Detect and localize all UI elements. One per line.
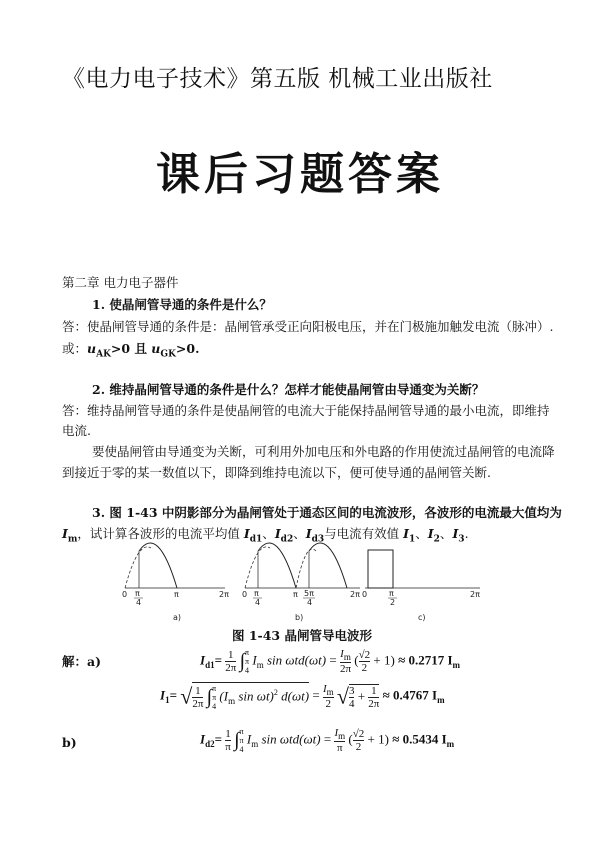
- tick-zero-a: 0: [122, 590, 128, 599]
- u-gk-symbol: u: [151, 341, 161, 356]
- frac-num-im: I: [340, 648, 344, 660]
- eq-sign: =: [214, 652, 222, 668]
- i2-sub: 2: [433, 534, 440, 545]
- eq-lhs-sub: d1: [205, 660, 215, 671]
- i3-sub: 3: [458, 534, 465, 545]
- frac-1-2pi-b: [368, 685, 379, 710]
- frac-num: 1: [368, 685, 379, 698]
- frac-1-2pi: [225, 649, 236, 674]
- q2-paragraph-line1: 要使晶闸管由导通变为关断，可利用外加电压和外电路的作用使流过晶闸管的电流降: [92, 444, 555, 459]
- equation-id2: [200, 727, 454, 754]
- frac-den: π: [225, 741, 231, 754]
- id3-symbol: I: [305, 526, 312, 541]
- tick-pi4-num-b: π: [254, 589, 259, 598]
- sqrt-body-2: [349, 684, 379, 710]
- equation-id1: [200, 648, 460, 675]
- plus-one: + 1): [373, 652, 395, 668]
- sep: 、: [439, 526, 453, 541]
- rect-wave-c: [368, 550, 393, 588]
- tick-pi2-num-c: π: [389, 589, 394, 598]
- q3-line1: 3. 图 1-43 中阴影部分为晶闸管处于通态区间的电流波形，各波形的电流最大值均为: [92, 505, 562, 520]
- sep: 、: [415, 526, 428, 541]
- sqrt-body: [192, 682, 309, 711]
- id2-symbol: I: [274, 526, 281, 541]
- sin-sq-tail: sin ωt): [235, 688, 274, 704]
- frac-num-im: I: [334, 727, 339, 739]
- id1-sub: d1: [249, 534, 263, 545]
- lparen: (: [354, 652, 359, 668]
- eq-lhs: I: [160, 687, 166, 703]
- tick-2pi-a: 2π: [219, 590, 229, 599]
- tick-pi4-den-a: 4: [136, 598, 142, 607]
- sin-term: sin ωtd(ωt): [258, 731, 321, 747]
- sin-sq-open: (I: [219, 688, 229, 704]
- id3-sub: d3: [311, 534, 325, 545]
- plus-one: + 1): [367, 731, 389, 747]
- waveform-panel-c: [362, 550, 480, 622]
- frac-den: π: [337, 742, 343, 755]
- equation-i1: [160, 682, 445, 711]
- i1-sub: 1: [409, 534, 416, 545]
- q2-question: 2. 维持晶闸管导通的条件是什么？怎样才能使晶闸管由导通变为关断？: [92, 382, 485, 397]
- frac-1-pi: [225, 728, 231, 753]
- dashed-wave-b: [245, 547, 270, 588]
- frac-den: 2π: [339, 663, 352, 676]
- integral-limits: [212, 684, 216, 711]
- dashed-wave-b2: [296, 549, 316, 588]
- plus-sign: +: [357, 687, 366, 703]
- q1-answer-line1: [62, 317, 554, 337]
- frac-1-2pi: [192, 685, 203, 710]
- q2-paragraph-line2: 到接近于零的某一数值以下，即降到维持电流以下，便可使导通的晶闸管关断.: [62, 465, 491, 480]
- frac-num-im: I: [322, 682, 327, 695]
- tick-pi-a: π: [174, 590, 179, 599]
- frac-im-pi: [334, 727, 345, 754]
- eq-result-sub: m: [452, 660, 461, 671]
- eq-lhs-sub: 1: [165, 695, 170, 706]
- dashed-wave-a: [125, 547, 151, 588]
- int-body-sub: m: [256, 660, 264, 671]
- solid-wave-b1: [258, 543, 296, 588]
- panel-label-c: c): [418, 613, 426, 622]
- panel-label-a: a): [173, 613, 182, 622]
- frac-num: 3: [348, 684, 355, 697]
- eq-lhs: I: [200, 731, 206, 747]
- q1-answer-text1: 使晶闸管导通的条件是：晶闸管承受正向阳极电压，并在门极施加触发电流（脉冲）.: [87, 319, 554, 334]
- frac-den: 2: [325, 698, 332, 711]
- int-body: I: [252, 652, 257, 668]
- im-symbol: I: [62, 526, 68, 541]
- frac-sqrt2-2: [359, 649, 371, 674]
- figure-caption: 图 1-43 晶闸管导电波形: [232, 628, 372, 643]
- sep: 、: [293, 526, 306, 541]
- frac-num: 1: [192, 685, 203, 698]
- dwt: d(ωt): [277, 688, 310, 704]
- tick-zero-c: 0: [362, 590, 368, 599]
- sqrt-sign: √: [336, 683, 349, 709]
- limit-lower-den: 4: [239, 745, 244, 755]
- eq-sign: =: [323, 731, 332, 747]
- panel-label-b: b): [295, 613, 304, 622]
- eq-sign: =: [312, 687, 320, 703]
- i2-symbol: I: [427, 526, 434, 541]
- tick-zero-b: 0: [242, 590, 248, 599]
- frac-den: 2: [355, 741, 362, 754]
- period: .: [464, 526, 469, 541]
- frac-num-im-sub: m: [343, 652, 351, 663]
- q1-answer-or: 或：: [62, 341, 88, 356]
- id2-sub: d2: [280, 534, 294, 545]
- limit-lower-num: π: [239, 736, 244, 746]
- book-title: 《电力电子技术》第五版 机械工业出版社: [62, 66, 493, 92]
- eq-result: ≈ 0.4767 I: [382, 687, 438, 703]
- eq-sign: =: [169, 687, 177, 703]
- tick-pi4-den-b: 4: [255, 598, 261, 607]
- tick-2pi-b: 2π: [350, 590, 360, 599]
- frac-im-2pi: [340, 648, 351, 675]
- solid-wave-a: [139, 543, 177, 588]
- limit-lower-num: π: [212, 693, 217, 702]
- waveform-panel-a: [122, 543, 229, 622]
- integral-limits: [240, 727, 244, 754]
- integral-sign: ∫: [234, 729, 240, 752]
- q2-answer-line2: 电流.: [62, 423, 91, 438]
- u-gk-sub: GK: [160, 349, 176, 360]
- sin-term: sin ωtd(ωt): [263, 652, 327, 668]
- int-body: I: [246, 731, 252, 747]
- q1-question: 1. 使晶闸管导通的条件是什么？: [92, 297, 272, 312]
- eq-result: ≈ 0.2717 I: [398, 652, 453, 668]
- eq-sign: =: [214, 731, 222, 747]
- frac-den: 4: [348, 697, 355, 710]
- waveform-panel-b: [242, 543, 360, 622]
- eq-result-sub: m: [446, 739, 455, 750]
- q1-gt0-and: >0 且: [110, 341, 152, 356]
- lparen: (: [348, 731, 353, 747]
- solution-label-a: 解：a): [62, 654, 102, 669]
- limit-upper: π: [245, 648, 250, 658]
- frac-num: √2: [358, 649, 371, 662]
- tick-pi-b: π: [293, 590, 298, 599]
- limit-upper: π: [212, 684, 217, 693]
- chapter-title: 第二章 电力电子器件: [62, 275, 179, 290]
- sin-sq-sub: m: [228, 696, 236, 707]
- main-title: 课后习题答案: [156, 149, 444, 200]
- square-exp: 2: [273, 688, 278, 698]
- eq-lhs: I: [200, 652, 206, 668]
- tick-pi4-num-a: π: [135, 589, 140, 598]
- frac-num-im-sub: m: [326, 687, 334, 698]
- frac-num: √2: [352, 728, 365, 741]
- frac-num: 1: [225, 728, 231, 741]
- i1-symbol: I: [403, 526, 410, 541]
- frac-den: 2π: [192, 698, 204, 710]
- limit-lower-den: 4: [245, 666, 250, 676]
- q1-gt0-end: >0.: [175, 341, 200, 356]
- sqrt-sign: √: [180, 683, 193, 709]
- integral-sign: ∫: [206, 686, 213, 708]
- waveform-figure: [100, 540, 500, 625]
- frac-num: 1: [225, 649, 236, 662]
- frac-num-im-sub: m: [338, 731, 346, 742]
- u-ak-sub: AK: [96, 349, 111, 360]
- q3-line2-text: ，试计算各波形的电流平均值: [77, 526, 244, 541]
- frac-sqrt2-2: [353, 728, 365, 753]
- limit-lower-num: π: [245, 657, 250, 667]
- q1-answer-line2: [62, 339, 199, 365]
- tick-5pi4-num-b: 5π: [304, 589, 314, 598]
- frac-den: 2: [361, 662, 368, 675]
- eq-sign: =: [329, 652, 337, 668]
- q2-answer-text1: 维持晶闸管导通的条件是使晶闸管的电流大于能保持晶闸管导通的最小电流，即维持: [87, 403, 550, 418]
- id1-symbol: I: [243, 526, 250, 541]
- frac-3-4: [349, 685, 355, 710]
- u-ak-symbol: u: [87, 341, 97, 356]
- frac-den: 2π: [225, 662, 237, 675]
- im-sub: m: [67, 534, 78, 545]
- limit-lower-den: 4: [212, 702, 217, 711]
- tick-pi2-den-c: 2: [390, 598, 396, 607]
- q3-line2-tail: 与电流有效值: [324, 526, 404, 541]
- integral-sign: ∫: [239, 650, 246, 673]
- limit-upper: π: [239, 727, 244, 737]
- tick-5pi4-den-b: 4: [307, 598, 313, 607]
- eq-lhs-sub: d2: [205, 739, 215, 750]
- i3-symbol: I: [452, 526, 459, 541]
- answer-prefix: 答：: [62, 319, 88, 334]
- eq-result: ≈ 0.5434 I: [392, 731, 447, 747]
- int-body-sub: m: [251, 739, 259, 750]
- tick-2pi-c: 2π: [470, 590, 480, 599]
- eq-result-sub: m: [437, 695, 445, 706]
- answer-prefix: 答：: [62, 403, 88, 418]
- sep: 、: [262, 526, 275, 541]
- q2-answer-line1: [62, 401, 550, 421]
- frac-den: 2π: [368, 697, 380, 710]
- frac-im-2: [323, 683, 334, 710]
- integral-limits: [245, 648, 249, 675]
- solution-label-b: b): [62, 735, 77, 750]
